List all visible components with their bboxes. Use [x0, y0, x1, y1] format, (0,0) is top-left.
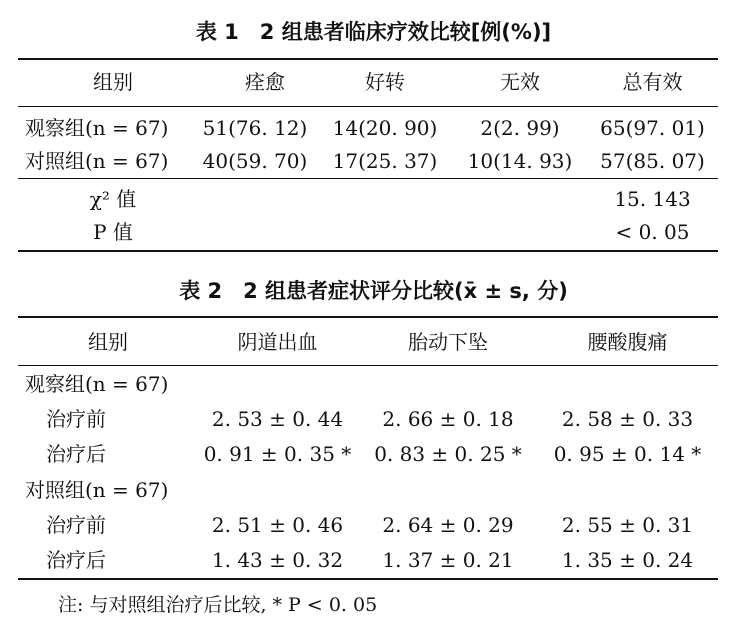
table1-header-group: 组别 [93, 70, 133, 94]
table1-cell: 14(20. 90) [332, 116, 438, 140]
table2-bottom-rule [18, 578, 718, 580]
table1-header-rule [18, 106, 718, 107]
table1-cell: 17(25. 37) [332, 149, 438, 173]
table2-row-label: 治疗前 [46, 513, 106, 537]
table2-cell: 2. 55 ± 0. 31 [561, 513, 694, 537]
table1-chi-square-value: 15. 143 [614, 187, 691, 211]
table2-row-label: 治疗后 [46, 442, 106, 466]
table2-cell: 0. 83 ± 0. 25 * [374, 442, 522, 466]
table1-stats-rule [18, 178, 718, 179]
table2-cell: 2. 53 ± 0. 44 [211, 407, 344, 431]
table1-row-control-group: 对照组(n = 67) [25, 149, 169, 173]
table1-header-total: 总有效 [622, 70, 683, 94]
table2-cell: 0. 95 ± 0. 14 * [553, 442, 702, 466]
table1-p-value: < 0. 05 [615, 220, 690, 244]
table1-header-improved: 好转 [365, 70, 405, 94]
table1-header-ineffective: 无效 [500, 70, 540, 94]
table2-cell: 0. 91 ± 0. 35 * [203, 442, 352, 466]
table2-caption: 表 2 2 组患者症状评分比较(x̄ ± s, 分) [179, 279, 568, 303]
table2-cell: 1. 37 ± 0. 21 [382, 548, 514, 572]
table2-top-rule [18, 316, 718, 318]
table2-header-fetal-movement: 胎动下坠 [408, 330, 488, 354]
table2-cell: 2. 64 ± 0. 29 [382, 513, 514, 537]
table1-cell: 65(97. 01) [600, 116, 705, 140]
table2-cell: 2. 66 ± 0. 18 [382, 407, 514, 431]
table1-top-rule [18, 58, 718, 60]
table2-cell: 1. 43 ± 0. 32 [211, 548, 344, 572]
table2-header-rule [18, 365, 718, 366]
table1-header-cured: 痊愈 [245, 70, 285, 94]
table2-cell: 1. 35 ± 0. 24 [561, 548, 694, 572]
table1-cell: 40(59. 70) [202, 149, 308, 173]
table2-cell: 2. 51 ± 0. 46 [211, 513, 344, 537]
table2-control-group: 对照组(n = 67) [25, 478, 169, 502]
table1-p-label: P 值 [93, 220, 133, 244]
table2-header-bleeding: 阴道出血 [237, 330, 318, 354]
table2-observation-group: 观察组(n = 67) [25, 372, 169, 396]
table1-chi-square-label: χ² 值 [89, 187, 137, 211]
table2-row-label: 治疗前 [46, 407, 106, 431]
table1-cell: 10(14. 93) [467, 149, 573, 173]
table1-cell: 2(2. 99) [480, 116, 560, 140]
table1-bottom-rule [18, 250, 718, 252]
table2-header-group: 组别 [88, 330, 128, 354]
table2-note: 注: 与对照组治疗后比较, * P < 0. 05 [58, 594, 378, 616]
table2-header-back-pain: 腰酸腹痛 [587, 330, 668, 354]
table2-row-label: 治疗后 [46, 548, 106, 572]
table1-caption: 表 1 2 组患者临床疗效比较[例(%)] [195, 20, 552, 44]
table1-cell: 51(76. 12) [202, 116, 308, 140]
table1-row-observation-group: 观察组(n = 67) [25, 116, 169, 140]
table1-cell: 57(85. 07) [600, 149, 705, 173]
table2-cell: 2. 58 ± 0. 33 [561, 407, 694, 431]
